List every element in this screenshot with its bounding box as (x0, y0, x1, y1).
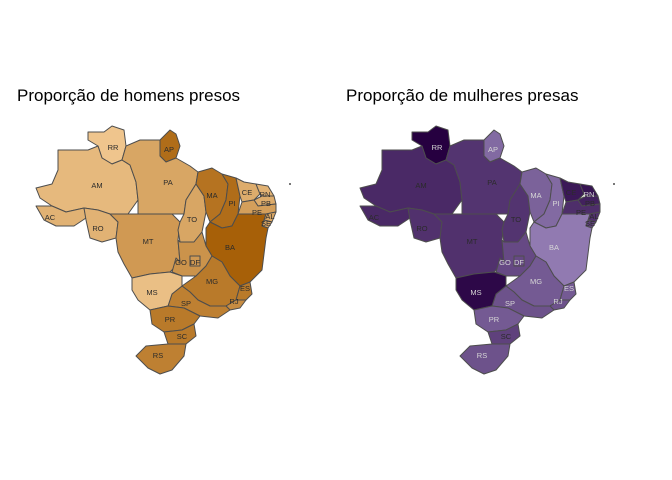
state-label-rn-men: RN (259, 189, 271, 199)
state-label-pa-women: PA (487, 177, 497, 187)
state-label-ac-men: AC (44, 212, 56, 222)
state-label-es-women: ES (563, 283, 575, 293)
state-label-se-women: SE (584, 218, 596, 228)
state-label-mg-men: MG (205, 276, 219, 286)
state-label-rj-women: RJ (553, 296, 563, 306)
state-label-ce-men: CE (241, 187, 253, 197)
state-label-rr-men: RR (107, 142, 119, 152)
map-title-men: Proporção de homens presos (17, 86, 241, 105)
state-label-pb-men: PB (260, 198, 272, 208)
state-label-to-men: TO (186, 214, 198, 224)
state-label-go-women: GO (499, 257, 511, 267)
state-label-mt-women: MT (466, 236, 478, 246)
state-label-ms-men: MS (146, 287, 158, 297)
state-label-se-men: SE (260, 218, 272, 228)
island-dot-women (613, 183, 615, 185)
state-label-mt-men: MT (142, 236, 154, 246)
state-label-pe-women: PE (575, 207, 587, 217)
state-label-ma-men: MA (206, 190, 218, 200)
state-label-am-men: AM (91, 180, 103, 190)
state-label-sp-men: SP (180, 298, 192, 308)
state-label-ms-women: MS (470, 287, 482, 297)
state-label-am-women: AM (415, 180, 427, 190)
state-label-es-men: ES (239, 283, 251, 293)
state-label-pb-women: PB (584, 198, 596, 208)
state-label-ma-women: MA (530, 190, 542, 200)
state-label-pi-women: PI (552, 198, 560, 208)
state-label-al-women: AL (589, 211, 599, 221)
state-label-rs-men: RS (152, 350, 164, 360)
state-label-ro-men: RO (92, 223, 104, 233)
state-label-ce-women: CE (565, 187, 577, 197)
state-mt-men (110, 214, 180, 278)
map-title-women: Proporção de mulheres presas (346, 86, 579, 105)
state-label-df-men: DF (190, 257, 200, 267)
map-women (360, 126, 615, 374)
island-dot-men (289, 183, 291, 185)
state-label-pr-women: PR (488, 314, 500, 324)
state-label-df-women: DF (514, 257, 524, 267)
state-label-ba-men: BA (224, 242, 236, 252)
state-label-mg-women: MG (529, 276, 543, 286)
state-label-sc-women: SC (500, 331, 512, 341)
state-label-ap-men: AP (163, 144, 175, 154)
state-label-to-women: TO (510, 214, 522, 224)
state-label-rj-men: RJ (229, 296, 239, 306)
state-label-rs-women: RS (476, 350, 488, 360)
state-label-rn-women: RN (583, 189, 595, 199)
state-label-ap-women: AP (487, 144, 499, 154)
state-label-pr-men: PR (164, 314, 176, 324)
state-label-sp-women: SP (504, 298, 516, 308)
state-label-go-men: GO (175, 257, 187, 267)
state-label-pa-men: PA (163, 177, 173, 187)
state-label-ac-women: AC (368, 212, 380, 222)
state-label-ro-women: RO (416, 223, 428, 233)
state-label-pe-men: PE (251, 207, 263, 217)
state-label-rr-women: RR (431, 142, 443, 152)
state-label-ba-women: BA (548, 242, 560, 252)
state-label-pi-men: PI (228, 198, 236, 208)
state-label-sc-men: SC (176, 331, 188, 341)
state-mt-women (434, 214, 504, 278)
map-men (36, 126, 291, 374)
state-label-al-men: AL (265, 211, 275, 221)
